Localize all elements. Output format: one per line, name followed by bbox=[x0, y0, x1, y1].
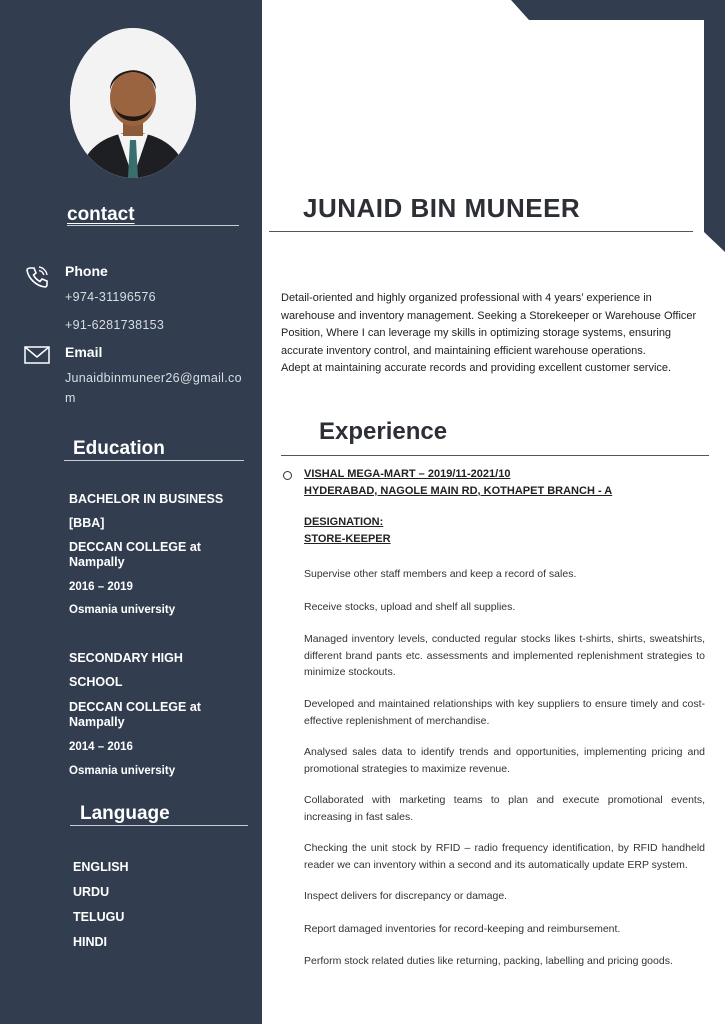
duty-item: Supervise other staff members and keep a record of sales. bbox=[304, 568, 577, 580]
education-university: Osmania university bbox=[69, 765, 176, 777]
profile-summary: Detail-oriented and highly organized professional with 4 years’ experience in warehouse and inventory management. Seeking a Storekeeper or Warehouse Officer Position, Where I can leverage my skills in optimizing storage systems, ensuring accurate inventory control, and maintaining efficient warehouse operations. Adept at maintaining accurate records and providing excellent customer service. bbox=[281, 292, 697, 375]
email-value[interactable]: Junaidbinmuneer26@gmail.com bbox=[65, 371, 242, 405]
duty-item: Developed and maintained relationships with key suppliers to ensure timely and cost-effective replenishment of merchandise. bbox=[304, 698, 705, 727]
duty-item: Inspect delivers for discrepancy or damage. bbox=[304, 890, 508, 902]
education-years: 2016 – 2019 bbox=[69, 581, 133, 593]
education-rule bbox=[64, 460, 244, 461]
education-university: Osmania university bbox=[69, 604, 176, 616]
education-degree: SECONDARY HIGH bbox=[69, 651, 183, 665]
job-company-dates: VISHAL MEGA-MART – 2019/11-2021/10 bbox=[304, 468, 511, 480]
phone-label: Phone bbox=[65, 263, 108, 279]
education-degree: BACHELOR IN BUSINESS bbox=[69, 492, 224, 506]
avatar bbox=[70, 28, 196, 178]
mail-icon bbox=[24, 345, 50, 365]
phone-number-1: +974-31196576 bbox=[65, 290, 156, 304]
experience-heading: Experience bbox=[319, 418, 448, 445]
contact-rule bbox=[67, 225, 239, 226]
phone-number-2: +91-6281738153 bbox=[65, 318, 165, 332]
language-item: ENGLISH bbox=[73, 860, 129, 874]
language-item: TELUGU bbox=[73, 910, 125, 924]
language-item: HINDI bbox=[73, 935, 108, 949]
duty-item: Checking the unit stock by RFID – radio frequency identification, by RFID handheld reader we can inventory within a second and its automatically update ERP system. bbox=[304, 842, 705, 871]
language-item: URDU bbox=[73, 885, 110, 899]
education-heading: Education bbox=[73, 438, 165, 459]
duty-item: Managed inventory levels, conducted regular stocks likes t-shirts, shirts, sweatshirts, different brand pants etc. assessments and implemented replenishment strategies to minimize stockouts. bbox=[304, 633, 705, 678]
page-title: JUNAID BIN MUNEER bbox=[303, 193, 581, 223]
designation-label: DESIGNATION: bbox=[304, 516, 384, 528]
duty-item: Perform stock related duties like returning, packing, labelling and pricing goods. bbox=[304, 955, 673, 967]
education-degree: SCHOOL bbox=[69, 675, 123, 689]
job-location: HYDERABAD, NAGOLE MAIN RD, KOTHAPET BRANCH - A bbox=[304, 485, 613, 497]
education-degree: [BBA] bbox=[69, 516, 105, 530]
duty-item: Analysed sales data to identify trends and opportunities, implementing pricing and promotional strategies to maximize revenue. bbox=[304, 746, 705, 775]
language-rule bbox=[70, 825, 248, 826]
name-divider bbox=[269, 231, 693, 232]
education-college: DECCAN COLLEGE at Nampally bbox=[69, 540, 201, 569]
education-years: 2014 – 2016 bbox=[69, 741, 133, 753]
duty-item: Report damaged inventories for record-keeping and reimbursement. bbox=[304, 923, 621, 935]
experience-divider bbox=[281, 455, 709, 456]
sidebar bbox=[0, 0, 262, 1024]
profile-photo bbox=[70, 28, 196, 178]
education-college: DECCAN COLLEGE at Nampally bbox=[69, 700, 201, 729]
email-label: Email bbox=[65, 344, 103, 360]
phone-icon bbox=[24, 264, 50, 290]
duty-item: Collaborated with marketing teams to plan and execute promotional events, increasing in fast sales. bbox=[304, 794, 705, 823]
job-bullet-icon bbox=[283, 471, 292, 480]
contact-heading: contact bbox=[67, 204, 135, 225]
designation-value: STORE-KEEPER bbox=[304, 533, 391, 545]
language-heading: Language bbox=[80, 803, 170, 824]
duty-item: Receive stocks, upload and shelf all supplies. bbox=[304, 601, 516, 613]
